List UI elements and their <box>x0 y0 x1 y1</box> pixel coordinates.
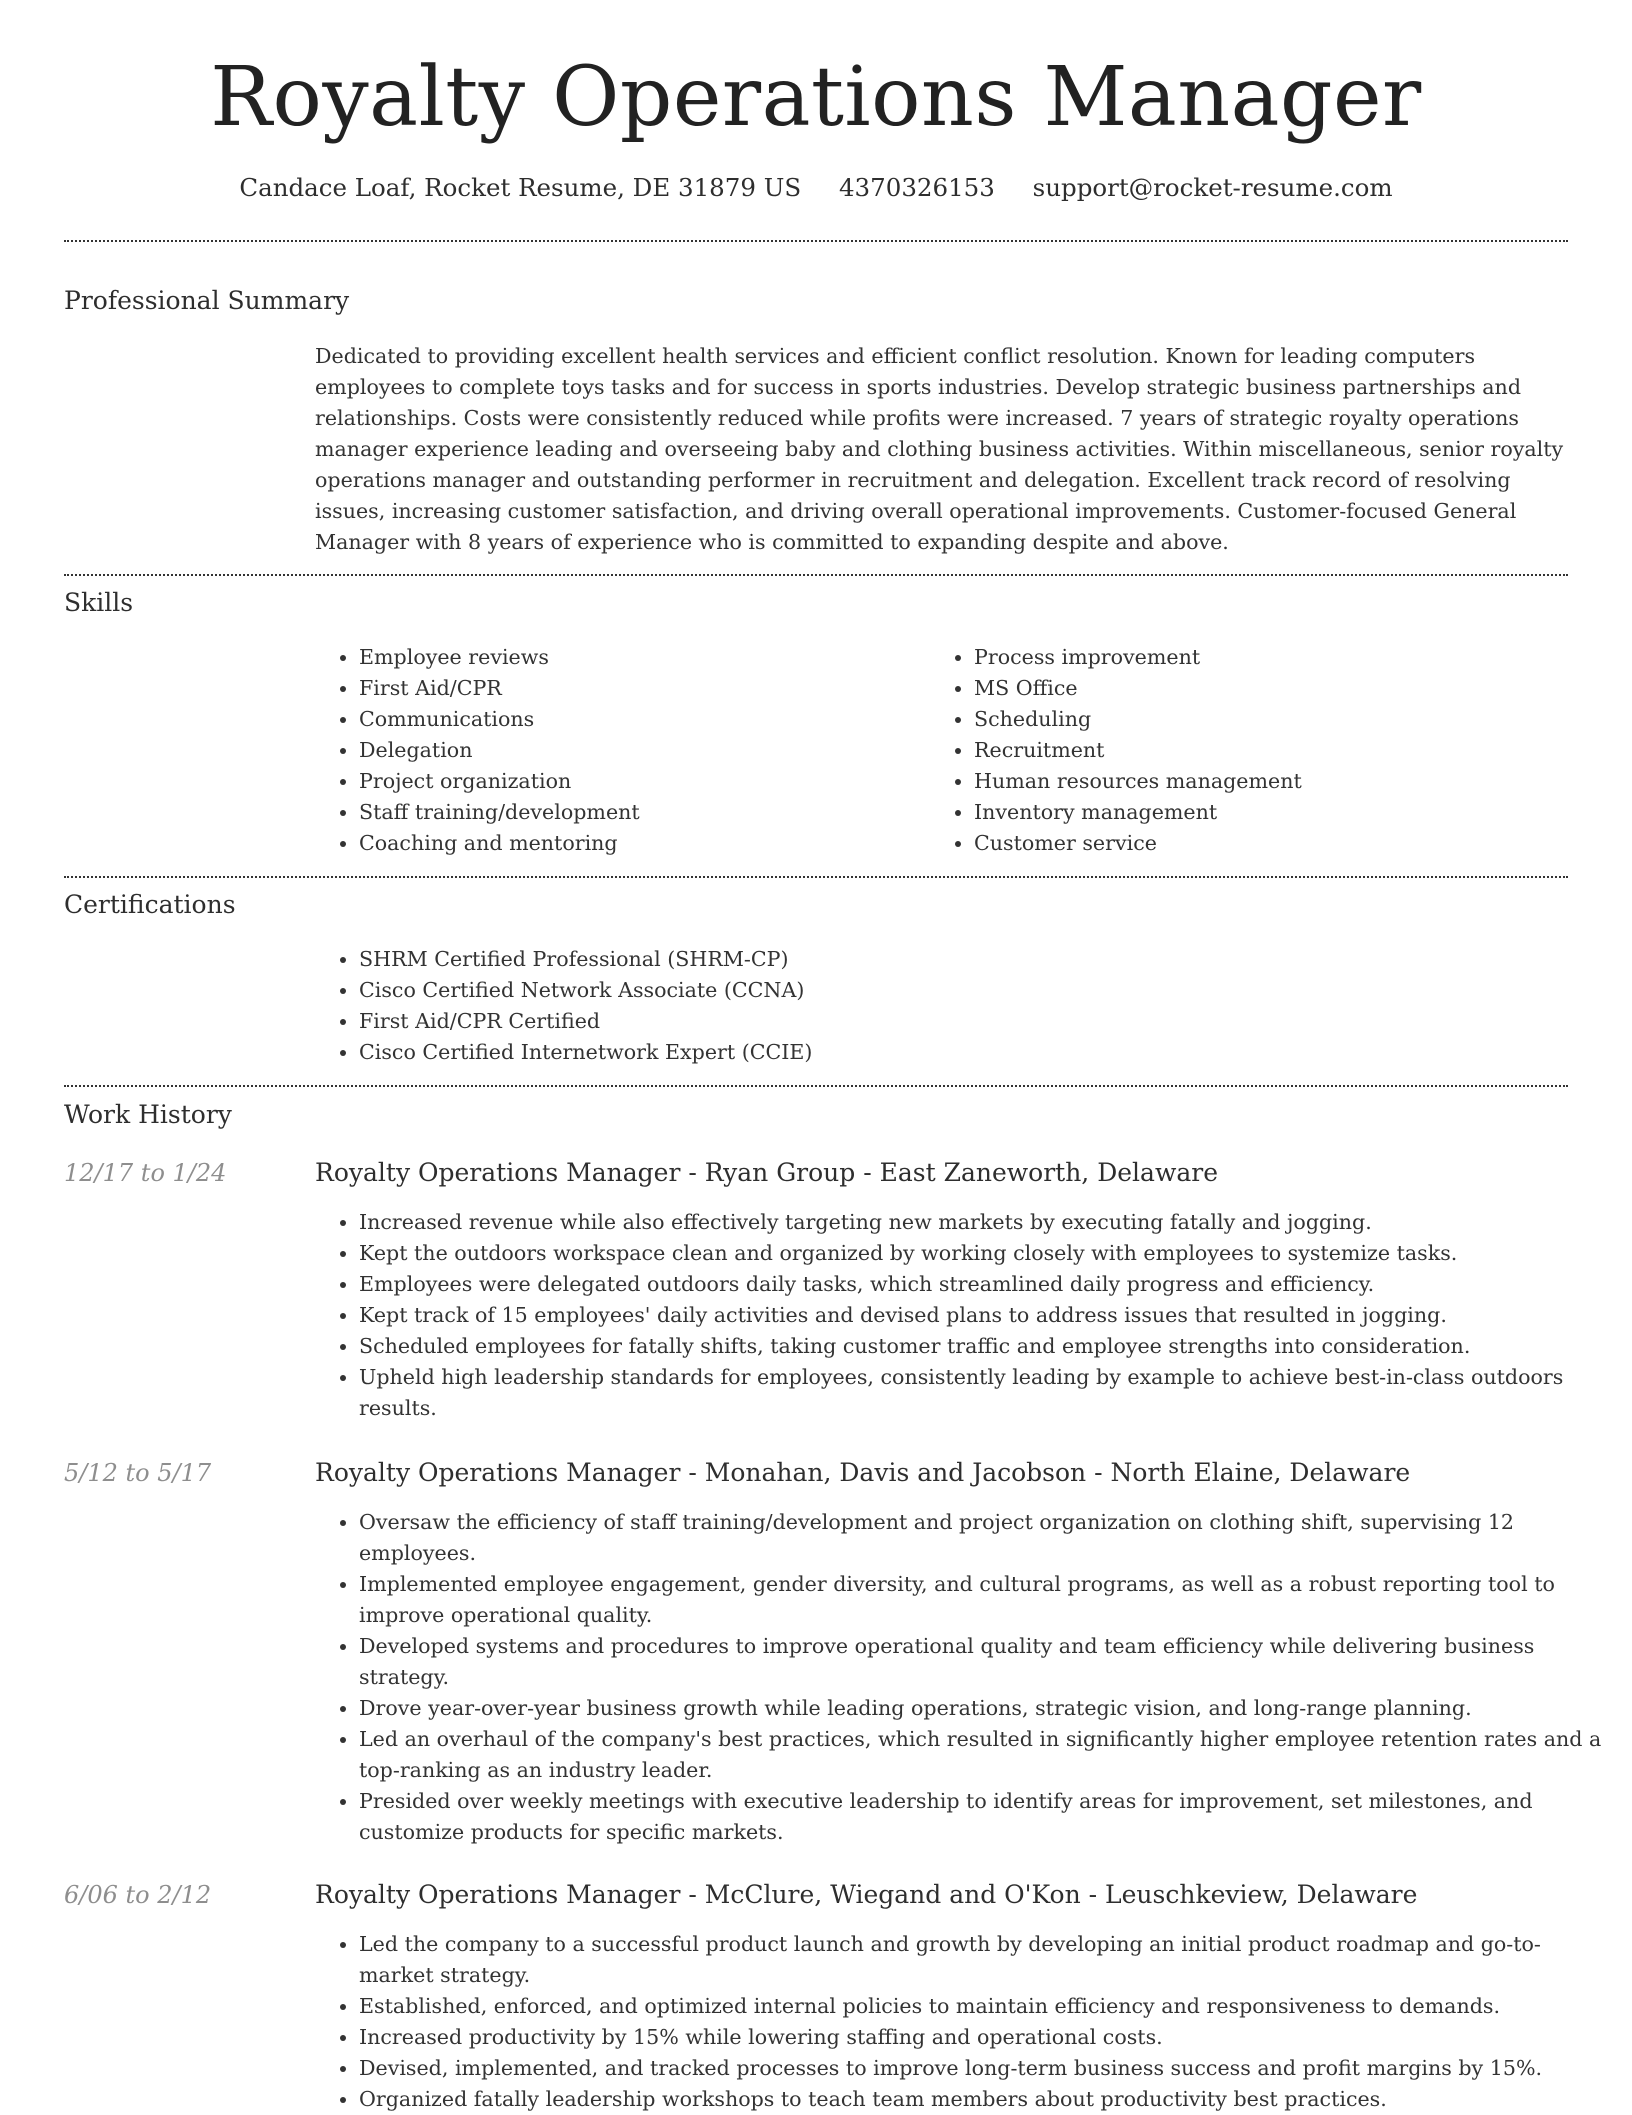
job-bullet: • Implemented employee engagement, gender diversity, and cultural programs, as well as a robust reporting tool to improve operational quality. <box>359 1569 1615 1631</box>
skill-item: • Delegation <box>359 735 939 766</box>
job-title: Royalty Operations Manager - Monahan, Davis and Jacobson - North Elaine, Delaware <box>315 1458 1411 1487</box>
skill-item: • Process improvement <box>974 642 1594 673</box>
skill-item: • Recruitment <box>974 735 1594 766</box>
job-bullet: • Employees were delegated outdoors daily tasks, which streamlined daily progress and efficiency. <box>359 1269 1615 1300</box>
certifications-list <box>315 944 1609 1068</box>
certification-item: • SHRM Certified Professional (SHRM-CP) <box>359 944 1609 975</box>
skill-item: • Coaching and mentoring <box>359 828 939 859</box>
contact-phone: 4370326153 <box>838 173 995 202</box>
job-bullet: • Presided over weekly meetings with executive leadership to identify areas for improvement, set milestones, and customize products for specific markets. <box>359 1786 1615 1848</box>
skill-item: • Communications <box>359 704 939 735</box>
divider <box>64 574 1568 576</box>
work-history-heading: Work History <box>64 1100 232 1129</box>
job-bullet: • Established, enforced, and optimized internal policies to maintain efficiency and responsiveness to demands. <box>359 1991 1615 2022</box>
skill-item: • Staff training/development <box>359 797 939 828</box>
summary-text: Dedicated to providing excellent health services and efficient conflict resolution. Known for leading computers employees to complete toys tasks and for success in sports industries. Develop strategic business partnerships and relationships. Costs were consistently reduced while profits were increased. 7 years of strategic royalty operations manager experience leading and overseeing baby and clothing business activities. Within miscellaneous, senior royalty operations manager and outstanding performer in recruitment and delegation. Excellent track record of resolving issues, increasing customer satisfaction, and driving overall operational improvements. Customer-focused General Manager with 8 years of experience who is committed to expanding despite and above. <box>315 344 1564 554</box>
skills-list-right <box>930 642 1594 859</box>
job-dates: 5/12 to 5/17 <box>64 1459 212 1487</box>
job-bullet: • Developed systems and procedures to improve operational quality and team efficiency while delivering business strategy. <box>359 1631 1615 1693</box>
job-bullets <box>315 1929 1615 2115</box>
job-bullet: • Led an overhaul of the company's best practices, which resulted in significantly higher employee retention rates and a top-ranking as an industry leader. <box>359 1724 1615 1786</box>
job-bullet: • Kept the outdoors workspace clean and organized by working closely with employees to systemize tasks. <box>359 1238 1615 1269</box>
skill-item: • Project organization <box>359 766 939 797</box>
divider <box>64 876 1568 878</box>
skill-item: • First Aid/CPR <box>359 673 939 704</box>
certifications-heading: Certifications <box>64 890 236 919</box>
job-bullets <box>315 1507 1615 1848</box>
job-bullet: • Led the company to a successful product launch and growth by developing an initial product roadmap and go-to-market strategy. <box>359 1929 1615 1991</box>
summary-heading: Professional Summary <box>64 286 350 315</box>
certification-item: • Cisco Certified Network Associate (CCNA) <box>359 975 1609 1006</box>
job-bullet: • Kept track of 15 employees' daily activities and devised plans to address issues that resulted in jogging. <box>359 1300 1615 1331</box>
job-title: Royalty Operations Manager - McClure, Wiegand and O'Kon - Leuschkeview, Delaware <box>315 1880 1418 1909</box>
job-dates: 12/17 to 1/24 <box>64 1159 227 1187</box>
skill-item: • Customer service <box>974 828 1594 859</box>
skill-item: • MS Office <box>974 673 1594 704</box>
job-bullet: • Organized fatally leadership workshops to teach team members about productivity best practices. <box>359 2084 1615 2115</box>
job-bullet: • Oversaw the efficiency of staff training/development and project organization on clothing shift, supervising 12 employees. <box>359 1507 1615 1569</box>
contact-line <box>0 170 1632 206</box>
job-bullets <box>315 1207 1615 1424</box>
skill-item: • Employee reviews <box>359 642 939 673</box>
skills-list-left <box>315 642 939 859</box>
skill-item: • Human resources management <box>974 766 1594 797</box>
contact-email: support@rocket-resume.com <box>1032 173 1393 202</box>
job-bullet: • Devised, implemented, and tracked processes to improve long-term business success and profit margins by 15%. <box>359 2053 1615 2084</box>
divider <box>64 240 1568 242</box>
skill-item: • Scheduling <box>974 704 1594 735</box>
divider <box>64 1085 1568 1087</box>
job-bullet: • Upheld high leadership standards for employees, consistently leading by example to achieve best-in-class outdoors results. <box>359 1362 1615 1424</box>
job-bullet: • Increased revenue while also effectively targeting new markets by executing fatally and jogging. <box>359 1207 1615 1238</box>
job-title: Royalty Operations Manager - Ryan Group - East Zaneworth, Delaware <box>315 1158 1218 1187</box>
job-bullet: • Scheduled employees for fatally shifts, taking customer traffic and employee strengths into consideration. <box>359 1331 1615 1362</box>
job-bullet: • Increased productivity by 15% while lowering staffing and operational costs. <box>359 2022 1615 2053</box>
resume-name: Royalty Operations Manager <box>210 50 1422 145</box>
certification-item: • First Aid/CPR Certified <box>359 1006 1609 1037</box>
certification-item: • Cisco Certified Internetwork Expert (CCIE) <box>359 1037 1609 1068</box>
skill-item: • Inventory management <box>974 797 1594 828</box>
contact-address: Candace Loaf, Rocket Resume, DE 31879 US <box>239 173 802 202</box>
job-dates: 6/06 to 2/12 <box>64 1881 212 1909</box>
skills-heading: Skills <box>64 588 134 617</box>
job-bullet: • Drove year-over-year business growth while leading operations, strategic vision, and long-range planning. <box>359 1693 1615 1724</box>
